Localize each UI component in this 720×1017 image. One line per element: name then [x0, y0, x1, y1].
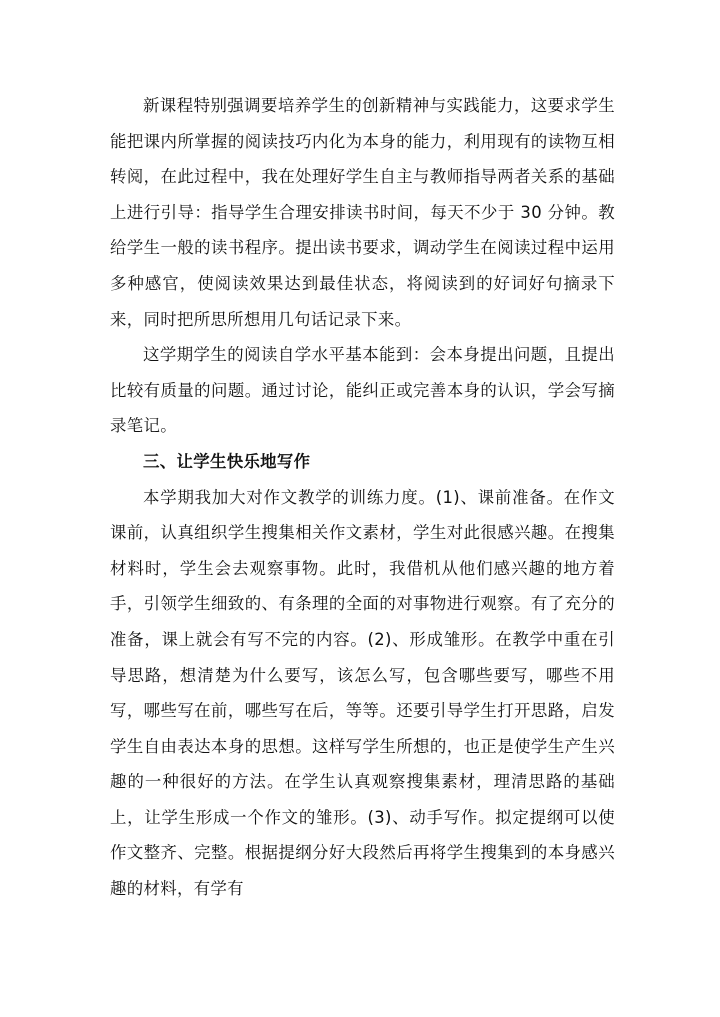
paragraph-writing-training: 本学期我加大对作文教学的训练力度。(1)、课前准备。在作文课前，认真组织学生搜集相关作文素材，学生对此很感兴趣。在搜集材料时，学生会去观察事物。此时，我借机从他们感兴趣的地方着手，引领学生细致的、有条理的全面的对事物进行观察。有了充分的准备，课上就会有写不完的内容。(2)、形成雏形。在教学中重在引导思路，想清楚为什么要写，该怎么写，包含哪些要写，哪些不用写，哪些写在前，哪些写在后，等等。还要引导学生打开思路，启发学生自由表达本身的思想。这样写学生所想的，也正是使学生产生兴趣的一种很好的方法。在学生认真观察搜集素材，理清思路的基础上，让学生形成一个作文的雏形。(3)、动手写作。拟定提纲可以使作文整齐、完整。根据提纲分好大段然后再将学生搜集到的本身感兴趣的材料，有学有 — [110, 487, 615, 899]
paragraph-innovation-reading: 新课程特别强调要培养学生的创新精神与实践能力，这要求学生能把课内所掌握的阅读技巧内化为本身的能力，利用现有的读物互相转阅，在此过程中，我在处理好学生自主与教师指导两者关系的基础上进行引导：指导学生合理安排读书时间，每天不少于 30 分钟。教给学生一般的读书程序。提出读书要求，调动学生在阅读过程中运用多种感官，使阅读效果达到最佳状态，将阅读到的好词好句摘录下来，同时把所思所想用几句话记录下来。 — [110, 96, 615, 329]
document-body — [110, 88, 615, 907]
paragraph-reading-level: 这学期学生的阅读自学水平基本能到：会本身提出问题，且提出比较有质量的问题。通过讨论，能纠正或完善本身的认识，学会写摘录笔记。 — [110, 345, 615, 436]
section-heading-writing: 三、让学生快乐地写作 — [143, 451, 311, 471]
